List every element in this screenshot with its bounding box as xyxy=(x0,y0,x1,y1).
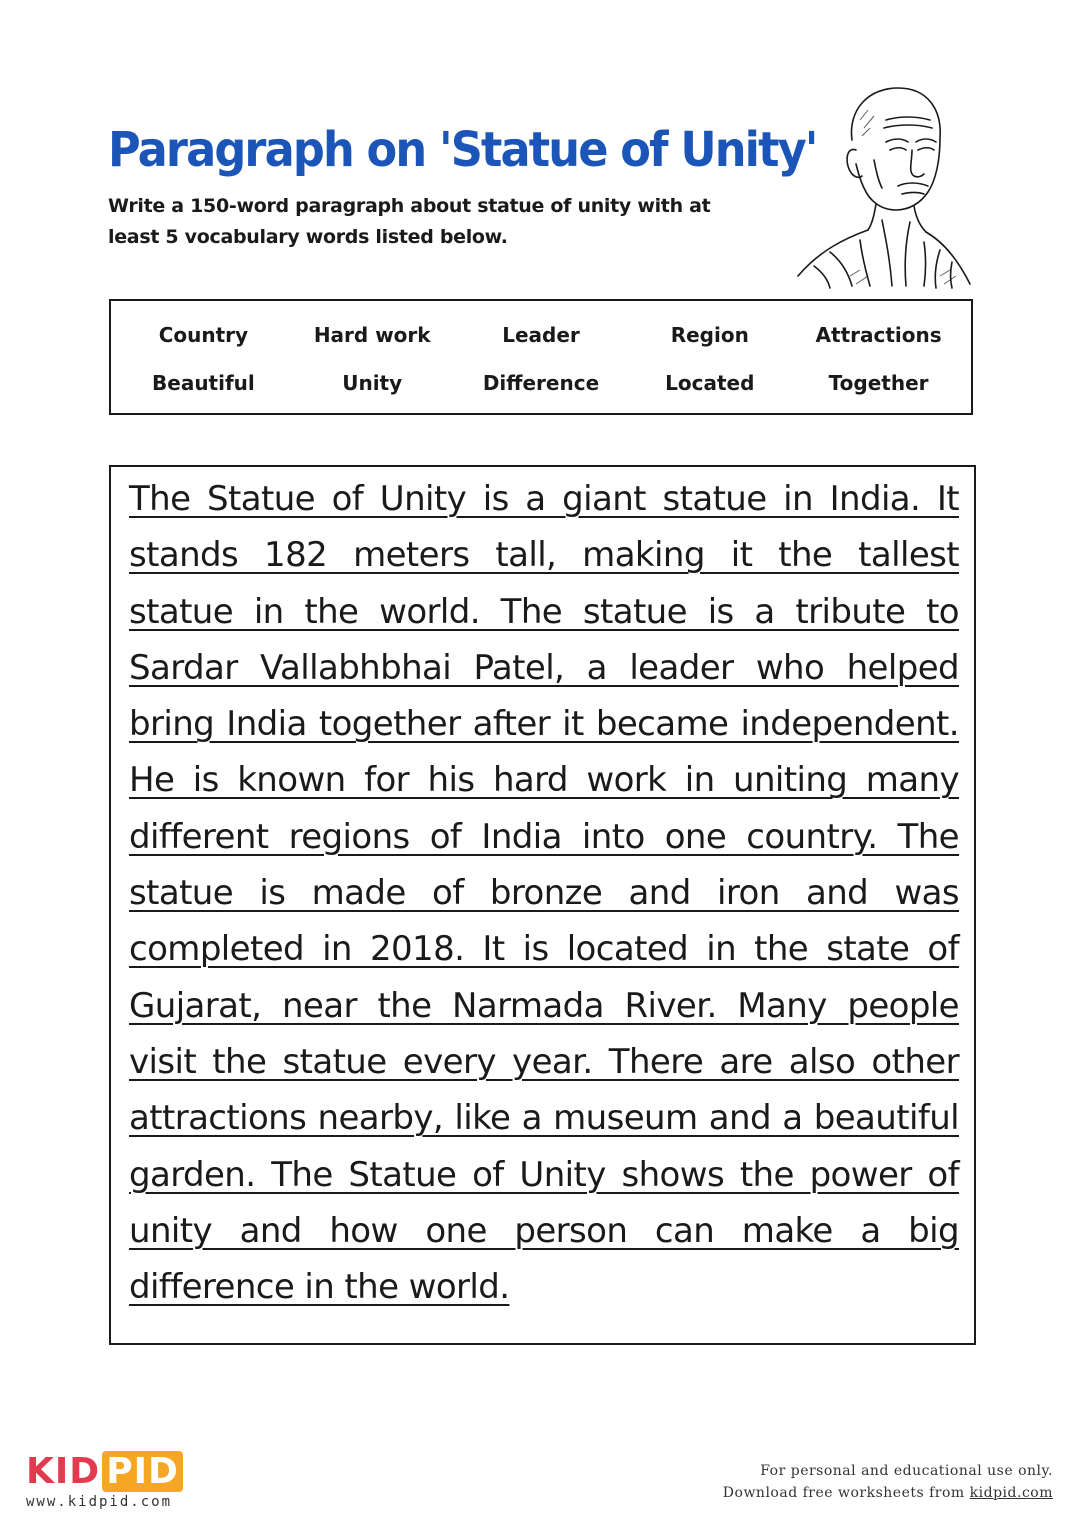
vocabulary-word: Difference xyxy=(482,371,600,395)
footer-download-text: Download free worksheets from xyxy=(722,1485,970,1501)
vocabulary-word: Country xyxy=(158,323,249,347)
logo-url: www.kidpid.com xyxy=(26,1494,173,1510)
logo-pid: PID xyxy=(102,1451,183,1492)
footer-notice xyxy=(723,1460,1053,1504)
logo-wordmark xyxy=(26,1452,183,1492)
paragraph-box xyxy=(109,465,976,1345)
logo-kid: KID xyxy=(26,1451,101,1492)
vocabulary-word: Region xyxy=(670,323,749,347)
vocabulary-word: Beautiful xyxy=(152,371,255,395)
vocabulary-word: Together xyxy=(828,371,929,395)
vocabulary-word: Hard work xyxy=(313,323,431,347)
page-title: Paragraph on 'Statue of Unity' xyxy=(108,122,817,178)
kidpid-logo xyxy=(26,1452,183,1510)
footer-download-line xyxy=(723,1482,1053,1504)
vocabulary-word: Located xyxy=(665,371,755,395)
vocabulary-box xyxy=(109,299,973,415)
footer-link[interactable]: kidpid.com xyxy=(969,1485,1053,1501)
footer-usage-note: For personal and educational use only. xyxy=(760,1463,1053,1479)
vocabulary-word: Leader xyxy=(502,323,580,347)
vocabulary-grid xyxy=(111,301,971,407)
paragraph-text: The Statue of Unity is a giant statue in India. It stands 182 meters tall, making it the tallest statue in the world. The statue is a tribute to Sardar Vallabhbhai Patel, a leader who helped bring India together after it became independent. He is known for his hard work in uniting many different regions of India into one country. The statue is made of bronze and iron and was completed in 2018. It is located in the state of Gujarat, near the Narmada River. Many people visit the statue every year. There are also other attractions nearby, like a museum and a beautiful garden. The Statue of Unity shows the power of unity and how one person can make a big difference in the world. xyxy=(129,479,959,1308)
instructions: Write a 150-word paragraph about statue of unity with at least 5 vocabulary words listed below. xyxy=(108,195,711,248)
portrait-sketch-icon xyxy=(790,80,976,290)
vocabulary-word: Unity xyxy=(342,371,403,395)
vocabulary-word: Attractions xyxy=(815,323,942,347)
